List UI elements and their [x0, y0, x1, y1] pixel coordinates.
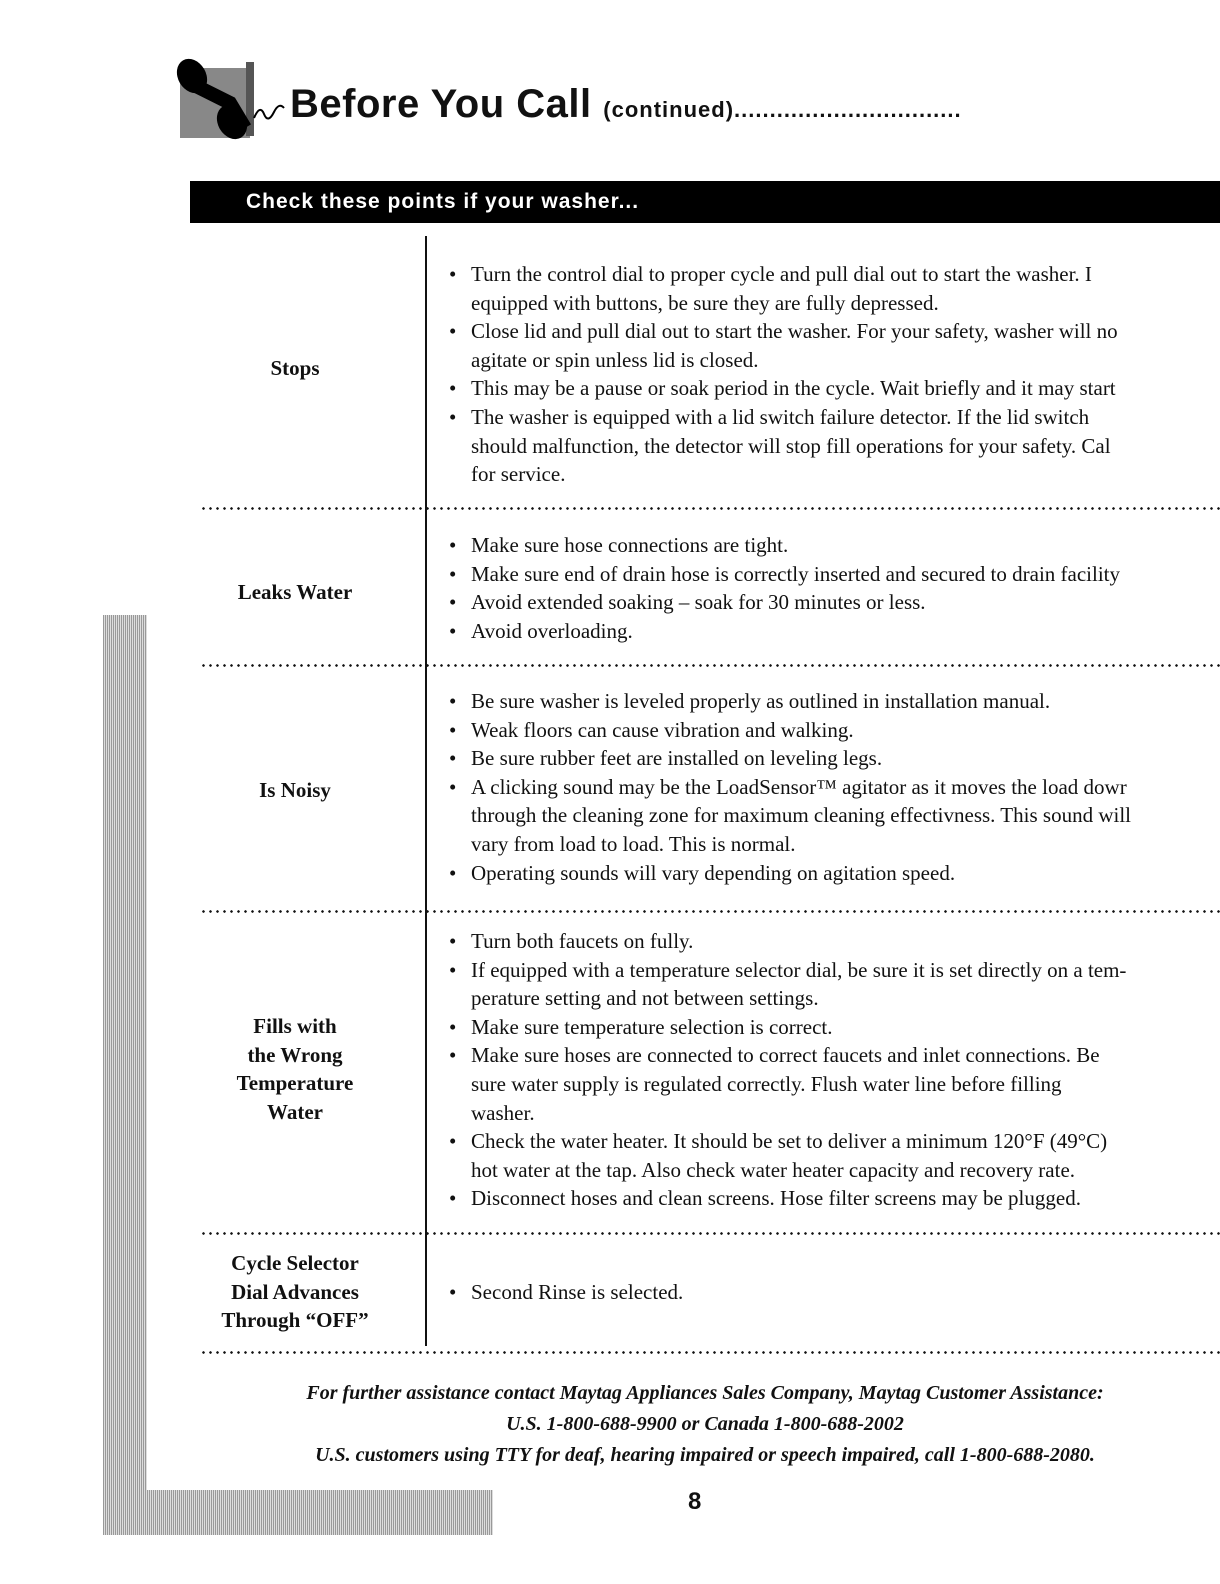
- row-text-line: washer.: [471, 1100, 535, 1125]
- banner-text: Check these points if your washer...: [246, 190, 640, 213]
- row-label: Leaks Water: [237, 580, 353, 604]
- dotted-separator: [200, 664, 1220, 667]
- bullet-icon: •: [449, 561, 457, 586]
- telephone-icon: [170, 58, 290, 140]
- row-text-line: Disconnect hoses and clean screens. Hose filter screens may be plugged.: [471, 1186, 1081, 1211]
- title-suffix: (continued): [603, 97, 735, 122]
- page-title: [290, 82, 962, 127]
- bullet-icon: •: [449, 590, 457, 615]
- dotted-separator: [200, 1351, 1220, 1354]
- bullet-icon: •: [449, 376, 457, 401]
- row-text-line: Avoid overloading.: [471, 618, 633, 643]
- page-number: 8: [688, 1488, 702, 1515]
- dotted-separator: [200, 1232, 1220, 1235]
- bullet-icon: •: [449, 746, 457, 771]
- bullet-icon: •: [449, 1280, 457, 1304]
- row-text-line: Operating sounds will vary depending on agitation speed.: [471, 860, 956, 885]
- row-text-line: for service.: [471, 462, 566, 487]
- title-text: Before You Call: [290, 82, 592, 126]
- bullet-icon: •: [449, 262, 457, 286]
- row-text-line: Make sure temperature selection is correct.: [471, 1014, 833, 1039]
- bullet-icon: •: [449, 860, 457, 885]
- row-text-line: A clicking sound may be the LoadSensor™ agitator as it moves the load dowr: [471, 774, 1127, 799]
- bullet-icon: •: [449, 957, 457, 982]
- row-label: Temperature: [236, 1071, 354, 1096]
- bullet-icon: •: [449, 717, 457, 742]
- row-text-line: This may be a pause or soak period in the cycle. Wait briefly and it may start: [471, 376, 1116, 401]
- row-label: the Wrong: [247, 1042, 343, 1067]
- row-text-line: sure water supply is regulated correctly. Flush water line before filling: [471, 1072, 1062, 1096]
- row-text-line: hot water at the tap. Also check water heater capacity and recovery rate.: [471, 1157, 1076, 1182]
- row-label: Dial Advances: [231, 1279, 359, 1304]
- row-label: Cycle Selector: [231, 1251, 359, 1275]
- row-text-line: If equipped with a temperature selector dial, be sure it is set directly on a tem-: [471, 957, 1127, 982]
- row-text-line: perature setting and not between settings.: [471, 986, 819, 1011]
- row-text-line: agitate or spin unless lid is closed.: [471, 347, 759, 372]
- row-label: Water: [267, 1099, 323, 1124]
- row-text-line: should malfunction, the detector will stop fill operations for your safety. Cal: [471, 433, 1111, 458]
- row-text-line: Close lid and pull dial out to start the washer. For your safety, washer will no: [471, 319, 1118, 344]
- bullet-icon: •: [449, 533, 457, 557]
- row-text-line: Turn both faucets on fully.: [471, 929, 694, 953]
- footer-line-2: U.S. 1-800-688-9900 or Canada 1-800-688-2002: [506, 1413, 904, 1435]
- row-text-line: Make sure end of drain hose is correctly inserted and secured to drain facility: [471, 561, 1121, 586]
- section-banner: [190, 181, 1220, 223]
- bullet-icon: •: [449, 319, 457, 344]
- bullet-icon: •: [449, 1014, 457, 1039]
- bottom-halftone-bar: [103, 1490, 493, 1535]
- title-leader: ................................: [734, 97, 962, 122]
- dotted-separator: [200, 507, 1220, 510]
- bullet-icon: •: [449, 689, 457, 713]
- row-text-line: Avoid extended soaking – soak for 30 minutes or less.: [471, 590, 926, 615]
- footer-line-1: For further assistance contact Maytag Appliances Sales Company, Maytag Customer Assistance:: [306, 1382, 1104, 1404]
- bullet-icon: •: [449, 774, 457, 799]
- row-text-line: The washer is equipped with a lid switch failure detector. If the lid switch: [471, 405, 1090, 429]
- row-text-line: Make sure hose connections are tight.: [471, 533, 789, 557]
- bullet-icon: •: [449, 618, 457, 643]
- row-label: Fills with: [253, 1014, 337, 1038]
- row-text-line: Be sure washer is leveled properly as outlined in installation manual.: [471, 689, 1051, 713]
- row-text-line: Second Rinse is selected.: [471, 1280, 684, 1304]
- row-text-line: Turn the control dial to proper cycle and pull dial out to start the washer. I: [471, 262, 1092, 286]
- row-text-line: Make sure hoses are connected to correct faucets and inlet connections. Be: [471, 1043, 1100, 1068]
- row-text-line: vary from load to load. This is normal.: [471, 832, 796, 856]
- row-text-line: Check the water heater. It should be set to deliver a minimum 120°F (49°C): [471, 1129, 1108, 1154]
- bullet-icon: •: [449, 405, 457, 429]
- row-label: Through “OFF”: [221, 1308, 369, 1333]
- row-label: Stops: [270, 356, 320, 380]
- bullet-icon: •: [449, 929, 457, 953]
- row-text-line: equipped with buttons, be sure they are fully depressed.: [471, 290, 939, 315]
- row-label: Is Noisy: [259, 778, 331, 802]
- bullet-icon: •: [449, 1129, 457, 1154]
- footer-line-3: U.S. customers using TTY for deaf, hearing impaired or speech impaired, call 1-800-688-2080.: [315, 1444, 1095, 1466]
- side-halftone-bar: [103, 615, 147, 1535]
- bullet-icon: •: [449, 1043, 457, 1068]
- dotted-separator: [200, 910, 1220, 913]
- row-text-line: through the cleaning zone for maximum cleaning effectivness. This sound will: [471, 803, 1131, 828]
- column-divider: [425, 236, 427, 1346]
- row-text-line: Weak floors can cause vibration and walking.: [471, 717, 854, 742]
- row-text-line: Be sure rubber feet are installed on leveling legs.: [471, 746, 883, 771]
- bullet-icon: •: [449, 1186, 457, 1211]
